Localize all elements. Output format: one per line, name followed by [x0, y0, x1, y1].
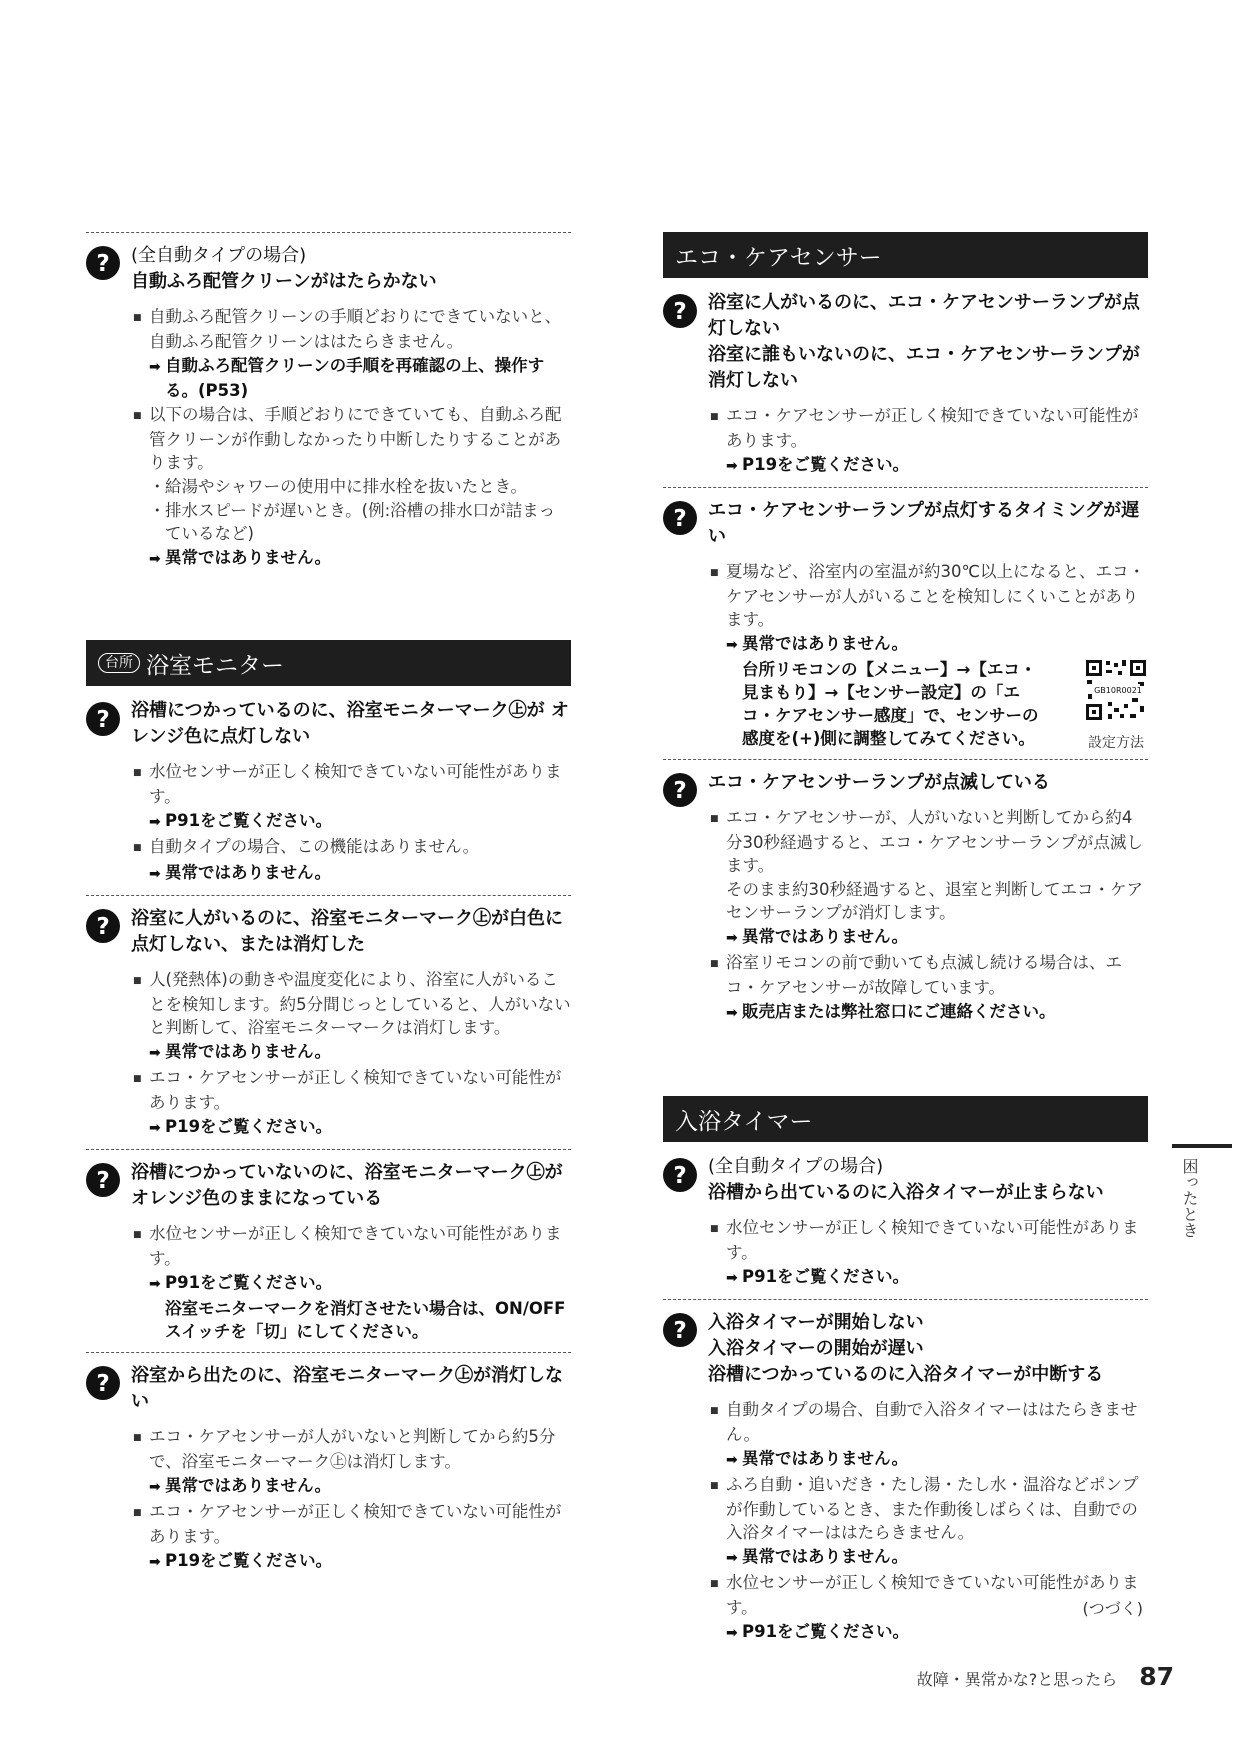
qa-monitor-1	[86, 686, 571, 895]
question-icon	[86, 246, 120, 280]
svg-text:?: ?	[96, 1168, 110, 1194]
svg-text:?: ?	[673, 1318, 687, 1344]
qa-subtitle: (全自動タイプの場合)	[131, 245, 307, 266]
right-column	[663, 232, 1148, 1654]
svg-text:?: ?	[96, 1371, 110, 1397]
bullet: ■ 自動ふろ配管クリーンの手順どおりにできていないと、自動ふろ配管クリーンははたらきません。	[133, 305, 571, 353]
bullet: ■ エコ・ケアセンサーが、人がいないと判断してから約4分30秒経過すると、エコ・ケアセンサーランプが点滅します。	[710, 806, 1148, 877]
action: ➡ P91をご覧ください。	[710, 1265, 1148, 1290]
question-icon	[663, 294, 697, 328]
qa-monitor-2	[86, 896, 571, 1149]
qa-eco-2	[663, 488, 1148, 759]
continued-note: (つづく)	[1082, 1599, 1143, 1618]
qa-title: 浴室に人がいるのに、浴室モニターマーク㊤が白色に点灯しない、または消灯した	[131, 908, 563, 955]
bullet: ■ エコ・ケアセンサーが人がいないと判断してから約5分で、浴室モニターマーク㊤は消灯します。	[133, 1425, 571, 1473]
bullet: ■ 水位センサーが正しく検知できていない可能性があります。	[710, 1571, 1148, 1619]
svg-text:?: ?	[673, 506, 687, 532]
qa-title: 自動ふろ配管クリーンがはたらかない	[131, 271, 437, 292]
action: ➡ P91をご覧ください。	[133, 809, 571, 834]
left-column	[86, 232, 571, 1583]
qa-eco-3	[663, 760, 1148, 1034]
question-icon	[663, 1313, 697, 1347]
action: ➡ 異常ではありません。	[133, 1040, 571, 1065]
qa-title: 入浴タイマーが開始しない	[708, 1312, 924, 1333]
qr-code-icon	[1084, 658, 1148, 722]
bullet: ■ 浴室リモコンの前で動いても点滅し続ける場合は、エコ・ケアセンサーが故障しています。	[710, 951, 1148, 999]
action: ➡ P19をご覧ください。	[710, 453, 1148, 478]
qa-auto-pipe-clean	[86, 233, 571, 580]
bullet: ■ 人(発熱体)の動きや温度変化により、浴室に人がいることを検知します。約5分間じっとしていると、人がいないと判断して、浴室モニターマークは消灯します。	[133, 968, 571, 1039]
action-note: 浴室モニターマークを消灯させたい場合は、ON/OFFスイッチを「切」にしてください。	[165, 1299, 566, 1341]
qa-monitor-3	[86, 1150, 571, 1352]
action: ➡ 異常ではありません。	[710, 632, 1148, 657]
sub-bullet: ・ 給湯やシャワーの使用中に排水栓を抜いたとき。	[133, 475, 571, 498]
qa-subtitle: (全自動タイプの場合)	[708, 1156, 884, 1177]
action: ➡ 販売店または弊社窓口にご連絡ください。	[710, 1000, 1148, 1025]
svg-text:?: ?	[673, 1163, 687, 1189]
page-footer	[917, 1662, 1174, 1691]
qa-timer-2	[663, 1300, 1148, 1654]
bullet: ■ エコ・ケアセンサーが正しく検知できていない可能性があります。	[710, 404, 1148, 452]
question-icon	[86, 702, 120, 736]
side-tab-label: 困ったとき	[1180, 1158, 1199, 1238]
bullet: ■ 自動タイプの場合、この機能はありません。	[133, 835, 571, 860]
bullet: ■ エコ・ケアセンサーが正しく検知できていない可能性があります。	[133, 1500, 571, 1548]
side-tab-bar	[1172, 1144, 1232, 1148]
qa-title: エコ・ケアセンサーランプが点灯するタイミングが遅い	[708, 500, 1140, 547]
svg-text:?: ?	[673, 778, 687, 804]
section-title: 入浴タイマー	[675, 1108, 813, 1135]
qr-code-text: GB10R0021	[1094, 686, 1142, 695]
bullet: ■ 自動タイプの場合、自動で入浴タイマーははたらきません。	[710, 1398, 1148, 1446]
svg-text:?: ?	[96, 707, 110, 733]
bullet: ■ 水位センサーが正しく検知できていない可能性があります。	[710, 1216, 1148, 1264]
qa-timer-1	[663, 1142, 1148, 1299]
bullet: ■ 夏場など、浴室内の室温が約30℃以上になると、エコ・ケアセンサーが人がいることを検知しにくいことがあります。	[710, 560, 1148, 631]
sub-bullet: ・ 排水スピードが遅いとき。(例:浴槽の排水口が詰まっているなど)	[133, 499, 571, 545]
bullet: ■ 水位センサーが正しく検知できていない可能性があります。	[133, 760, 571, 808]
qa-title: 浴槽につかっているのに、浴室モニターマーク㊤が オレンジ色に点灯しない	[131, 700, 569, 747]
question-icon	[86, 909, 120, 943]
note: そのまま約30秒経過すると、退室と判断してエコ・ケアセンサーランプが消灯します。	[726, 880, 1143, 922]
question-icon	[663, 773, 697, 807]
section-title: 浴室モニター	[146, 652, 284, 679]
svg-text:?: ?	[96, 914, 110, 940]
qa-title: 浴室に人がいるのに、エコ・ケアセンサーランプが点灯しない	[708, 292, 1140, 339]
qr-label: 設定方法	[1088, 735, 1144, 751]
question-icon	[86, 1163, 120, 1197]
question-icon	[663, 501, 697, 535]
question-icon	[86, 1366, 120, 1400]
section-header-eco-care-sensor	[663, 232, 1148, 278]
svg-text:?: ?	[673, 299, 687, 325]
section-header-bath-monitor	[86, 640, 571, 686]
qa-title: 浴室から出たのに、浴室モニターマーク㊤が消灯しない	[131, 1365, 563, 1412]
action: ➡ 異常ではありません。	[710, 1447, 1148, 1472]
action: ➡ P91をご覧ください。	[133, 1271, 571, 1296]
qa-monitor-4	[86, 1353, 571, 1583]
qa-title: 浴槽につかっていないのに、浴室モニターマーク㊤がオレンジ色のままになっている	[131, 1162, 563, 1209]
qa-title: 入浴タイマーの開始が遅い	[708, 1338, 924, 1359]
action: ➡ 異常ではありません。	[133, 546, 571, 571]
footer-title: 故障・異常かな?と思ったら	[916, 1670, 1118, 1689]
action: ➡ 自動ふろ配管クリーンの手順を再確認の上、操作する。(P53)	[133, 354, 571, 402]
svg-text:?: ?	[96, 251, 110, 277]
qa-title: 浴槽につかっているのに入浴タイマーが中断する	[708, 1364, 1104, 1385]
action: ➡ 異常ではありません。	[710, 1545, 1148, 1570]
action: ➡ 異常ではありません。	[133, 1474, 571, 1499]
action: ➡ P19をご覧ください。	[133, 1549, 571, 1574]
side-tab-troubleshooting[interactable]	[1172, 1144, 1232, 1238]
page-number: 87	[1139, 1662, 1174, 1691]
qr-code[interactable]	[1084, 658, 1148, 752]
bullet: ■ 以下の場合は、手順どおりにできていても、自動ふろ配管クリーンが作動しなかったり中断したりすることがあります。	[133, 403, 571, 474]
qa-eco-1	[663, 278, 1148, 487]
section-title: エコ・ケアセンサー	[675, 244, 882, 271]
qa-title: 浴槽から出ているのに入浴タイマーが止まらない	[708, 1182, 1104, 1203]
kitchen-badge: 台所	[98, 653, 140, 673]
bullet: ■ 水位センサーが正しく検知できていない可能性があります。	[133, 1222, 571, 1270]
action-note: 台所リモコンの【メニュー】→【エコ・見まもり】→【センサー設定】の「エコ・ケアセンサー感度」で、センサーの感度を(+)側に調整してみてください。	[742, 660, 1039, 748]
qa-title: 浴室に誰もいないのに、エコ・ケアセンサーランプが消灯しない	[708, 344, 1140, 391]
action: ➡ 異常ではありません。	[710, 925, 1148, 950]
bullet: ■ エコ・ケアセンサーが正しく検知できていない可能性があります。	[133, 1066, 571, 1114]
action: ➡ P91をご覧ください。	[710, 1620, 1148, 1645]
qa-title: エコ・ケアセンサーランプが点滅している	[708, 772, 1050, 793]
section-header-bath-timer	[663, 1096, 1148, 1142]
action: ➡ P19をご覧ください。	[133, 1115, 571, 1140]
question-icon	[663, 1158, 697, 1192]
action: ➡ 異常ではありません。	[133, 861, 571, 886]
bullet: ■ ふろ自動・追いだき・たし湯・たし水・温浴などポンプが作動しているとき、また作動後しばらくは、自動での入浴タイマーははたらきません。	[710, 1473, 1148, 1544]
